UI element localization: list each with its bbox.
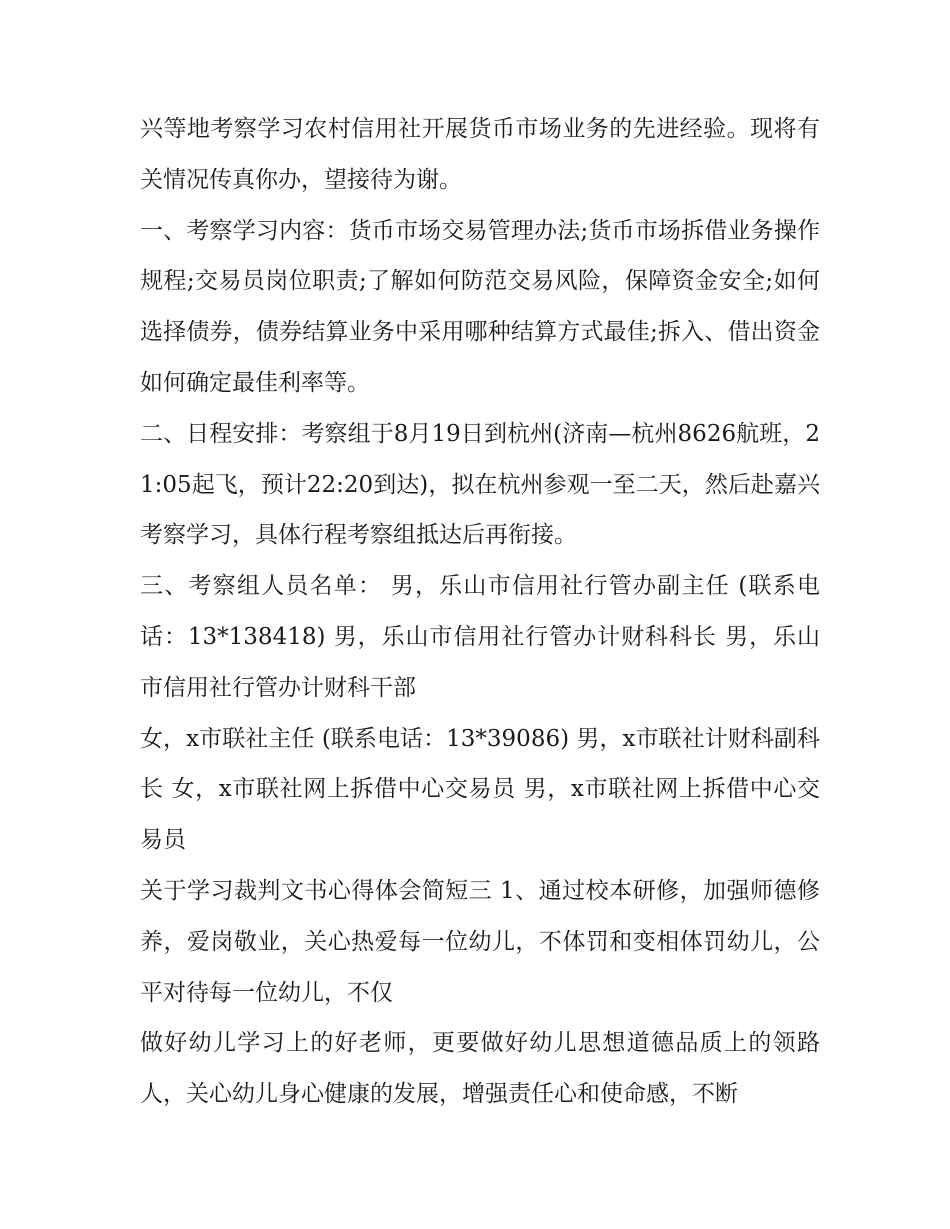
paragraph-study-reflection: 关于学习裁判文书心得体会简短三 1、通过校本研修，加强师德修养，爱岗敬业，关心热爱每一位幼儿，不体罚和变相体罚幼儿，公平对待每一位幼儿，不仅: [140, 877, 820, 1006]
paragraph-intro: 兴等地考察学习农村信用社开展货币市场业务的先进经验。现将有关情况传真你办，望接待为谢。: [140, 116, 820, 193]
paragraph-member-list: 三、考察组人员名单： 男，乐山市信用社行管办副主任 (联系电话：13*138418) 男，乐山市信用社行管办计财科科长 男，乐山市信用社行管办计财科干部: [140, 573, 820, 701]
paragraph-study-reflection-continued: 做好幼儿学习上的好老师，更要做好幼儿思想道德品质上的领路人，关心幼儿身心健康的发展，增强责任心和使命感，不断: [140, 1030, 820, 1108]
document-body: [140, 104, 820, 1120]
paragraph-schedule: 二、日程安排：考察组于8月19日到杭州(济南—杭州8626航班，21:05起飞，预计22:20到达)，拟在杭州参观一至二天，然后赴嘉兴考察学习，具体行程考察组抵达后再衔接。: [140, 420, 820, 549]
paragraph-member-list-continued: 女，x市联社主任 (联系电话：13*39086) 男，x市联社计财科副科长 女，x市联社网上拆借中心交易员 男，x市联社网上拆借中心交易员: [140, 725, 820, 854]
paragraph-study-content: 一、考察学习内容：货币市场交易管理办法;货币市场拆借业务操作规程;交易员岗位职责;了解如何防范交易风险，保障资金安全;如何选择债券，债券结算业务中采用哪种结算方式最佳;拆入、借出资金如何确定最佳利率等。: [140, 217, 820, 396]
